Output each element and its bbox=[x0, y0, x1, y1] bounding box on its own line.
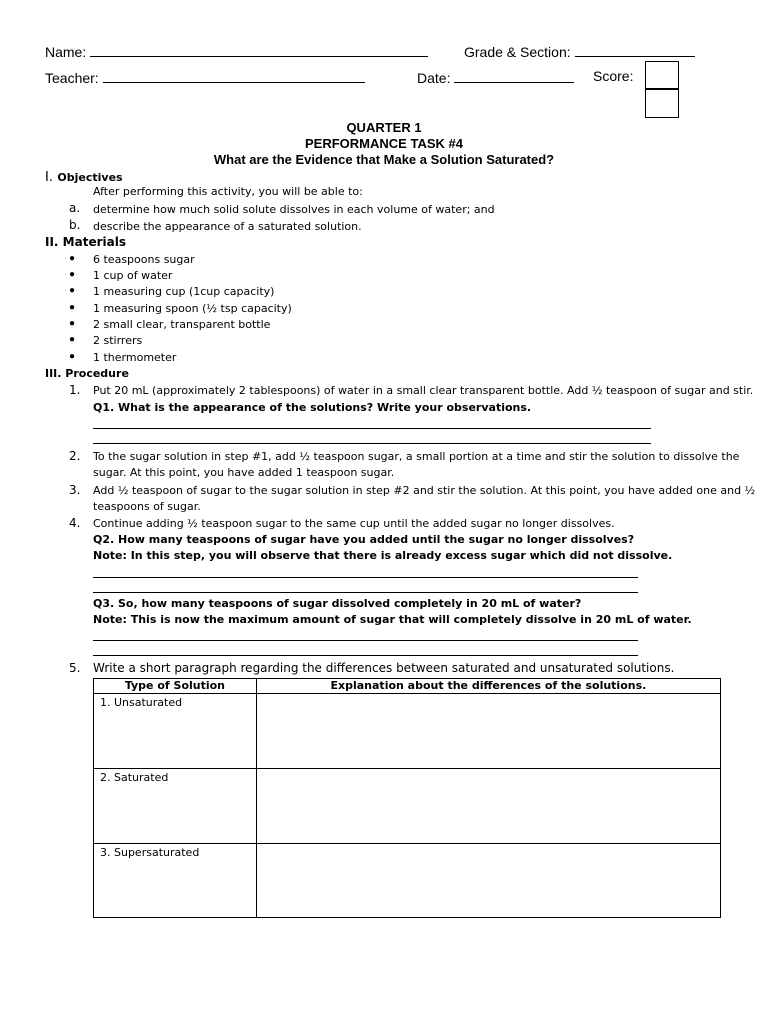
material-item: 6 teaspoons sugar bbox=[93, 253, 195, 266]
material-item: 1 cup of water bbox=[93, 269, 173, 282]
grade-section-input-line[interactable] bbox=[575, 42, 695, 57]
column-header-explanation: Explanation about the differences of the solutions. bbox=[256, 679, 720, 694]
material-item: 2 stirrers bbox=[93, 334, 143, 347]
step-3-line-1: Add ½ teaspoon of sugar to the sugar solution in step #2 and stir the solution. At this point, you have added one and ½ bbox=[93, 484, 756, 497]
step-5-text: Write a short paragraph regarding the differences between saturated and unsaturated solutions. bbox=[93, 661, 675, 675]
objectives-intro: After performing this activity, you will be able to: bbox=[93, 185, 363, 198]
score-box-top[interactable] bbox=[645, 61, 679, 90]
step-4-text: Continue adding ½ teaspoon sugar to the same cup until the added sugar no longer dissolves. bbox=[93, 517, 615, 530]
title-question: What are the Evidence that Make a Solution Saturated? bbox=[213, 152, 555, 167]
material-item: 1 measuring cup (1cup capacity) bbox=[93, 285, 275, 298]
name-label: Name: bbox=[45, 44, 87, 60]
date-input-line[interactable] bbox=[454, 68, 574, 83]
step-2-line-1: To the sugar solution in step #1, add ½ teaspoon sugar, a small portion at a time and stir the solution to dissolve the bbox=[93, 450, 740, 463]
grade-field-row bbox=[464, 42, 695, 60]
step-1-marker: 1. bbox=[69, 383, 81, 397]
title-performance-task: PERFORMANCE TASK #4 bbox=[305, 136, 463, 151]
name-input-line[interactable] bbox=[90, 42, 428, 57]
bullet-icon: ● bbox=[69, 334, 76, 345]
bullet-icon: ● bbox=[69, 302, 76, 313]
note-2: Note: In this step, you will observe that there is already excess sugar which did not dissolve. bbox=[93, 549, 673, 562]
objectives-title: Objectives bbox=[57, 171, 123, 184]
material-item: 1 measuring spoon (½ tsp capacity) bbox=[93, 302, 292, 315]
step-4-marker: 4. bbox=[69, 516, 81, 530]
step-2-marker: 2. bbox=[69, 449, 81, 463]
objectives-heading bbox=[45, 168, 123, 186]
bullet-icon: ● bbox=[69, 269, 76, 280]
note-3: Note: This is now the maximum amount of sugar that will completely dissolve in 20 mL of water. bbox=[93, 613, 692, 626]
step-3-marker: 3. bbox=[69, 483, 81, 497]
score-label: Score: bbox=[593, 68, 634, 84]
column-header-type: Type of Solution bbox=[94, 679, 257, 694]
table-header-row bbox=[94, 679, 721, 694]
objectives-numeral: I. bbox=[45, 170, 53, 185]
step-2-line-2: sugar. At this point, you have added 1 teaspoon sugar. bbox=[93, 466, 395, 479]
step-3-line-2: teaspoons of sugar. bbox=[93, 500, 201, 513]
teacher-input-line[interactable] bbox=[103, 68, 365, 83]
objective-b-text: describe the appearance of a saturated solution. bbox=[93, 220, 362, 233]
row-label-supersaturated: 3. Supersaturated bbox=[94, 844, 257, 918]
answer-line-q2-2[interactable] bbox=[93, 592, 638, 593]
answer-line-q1-2[interactable] bbox=[93, 443, 651, 444]
bullet-icon: ● bbox=[69, 285, 76, 296]
step-5-marker: 5. bbox=[69, 661, 81, 675]
material-item: 2 small clear, transparent bottle bbox=[93, 318, 271, 331]
bullet-icon: ● bbox=[69, 318, 76, 329]
objective-a-marker: a. bbox=[69, 201, 81, 215]
objective-a-text: determine how much solid solute dissolves in each volume of water; and bbox=[93, 203, 495, 216]
row-label-saturated: 2. Saturated bbox=[94, 769, 257, 844]
date-field-row bbox=[417, 68, 574, 86]
title-quarter: QUARTER 1 bbox=[346, 120, 422, 135]
answer-line-q3-1[interactable] bbox=[93, 640, 638, 641]
bullet-icon: ● bbox=[69, 253, 76, 264]
material-item: 1 thermometer bbox=[93, 351, 177, 364]
answer-line-q3-2[interactable] bbox=[93, 655, 638, 656]
date-label: Date: bbox=[417, 70, 451, 86]
answer-line-q1-1[interactable] bbox=[93, 428, 651, 429]
question-1: Q1. What is the appearance of the solutions? Write your observations. bbox=[93, 401, 532, 414]
table-row bbox=[94, 844, 721, 918]
question-3: Q3. So, how many teaspoons of sugar dissolved completely in 20 mL of water? bbox=[93, 597, 582, 610]
explanation-cell-unsaturated[interactable] bbox=[256, 694, 720, 769]
bullet-icon: ● bbox=[69, 351, 76, 362]
teacher-field-row bbox=[45, 68, 365, 86]
row-label-unsaturated: 1. Unsaturated bbox=[94, 694, 257, 769]
teacher-label: Teacher: bbox=[45, 70, 99, 86]
objective-b-marker: b. bbox=[69, 218, 81, 232]
step-1-text: Put 20 mL (approximately 2 tablespoons) of water in a small clear transparent bottle. Add ½ teaspoon of sugar and stir. bbox=[93, 384, 754, 397]
question-2: Q2. How many teaspoons of sugar have you added until the sugar no longer dissolves? bbox=[93, 533, 635, 546]
name-field-row bbox=[45, 42, 428, 60]
table-row bbox=[94, 694, 721, 769]
procedure-heading: III. Procedure bbox=[45, 367, 129, 380]
materials-heading: II. Materials bbox=[45, 235, 126, 249]
grade-section-label: Grade & Section: bbox=[464, 44, 571, 60]
explanation-cell-saturated[interactable] bbox=[256, 769, 720, 844]
table-row bbox=[94, 769, 721, 844]
answer-line-q2-1[interactable] bbox=[93, 577, 638, 578]
score-box-bottom[interactable] bbox=[645, 88, 679, 118]
solution-table bbox=[93, 678, 721, 918]
explanation-cell-supersaturated[interactable] bbox=[256, 844, 720, 918]
